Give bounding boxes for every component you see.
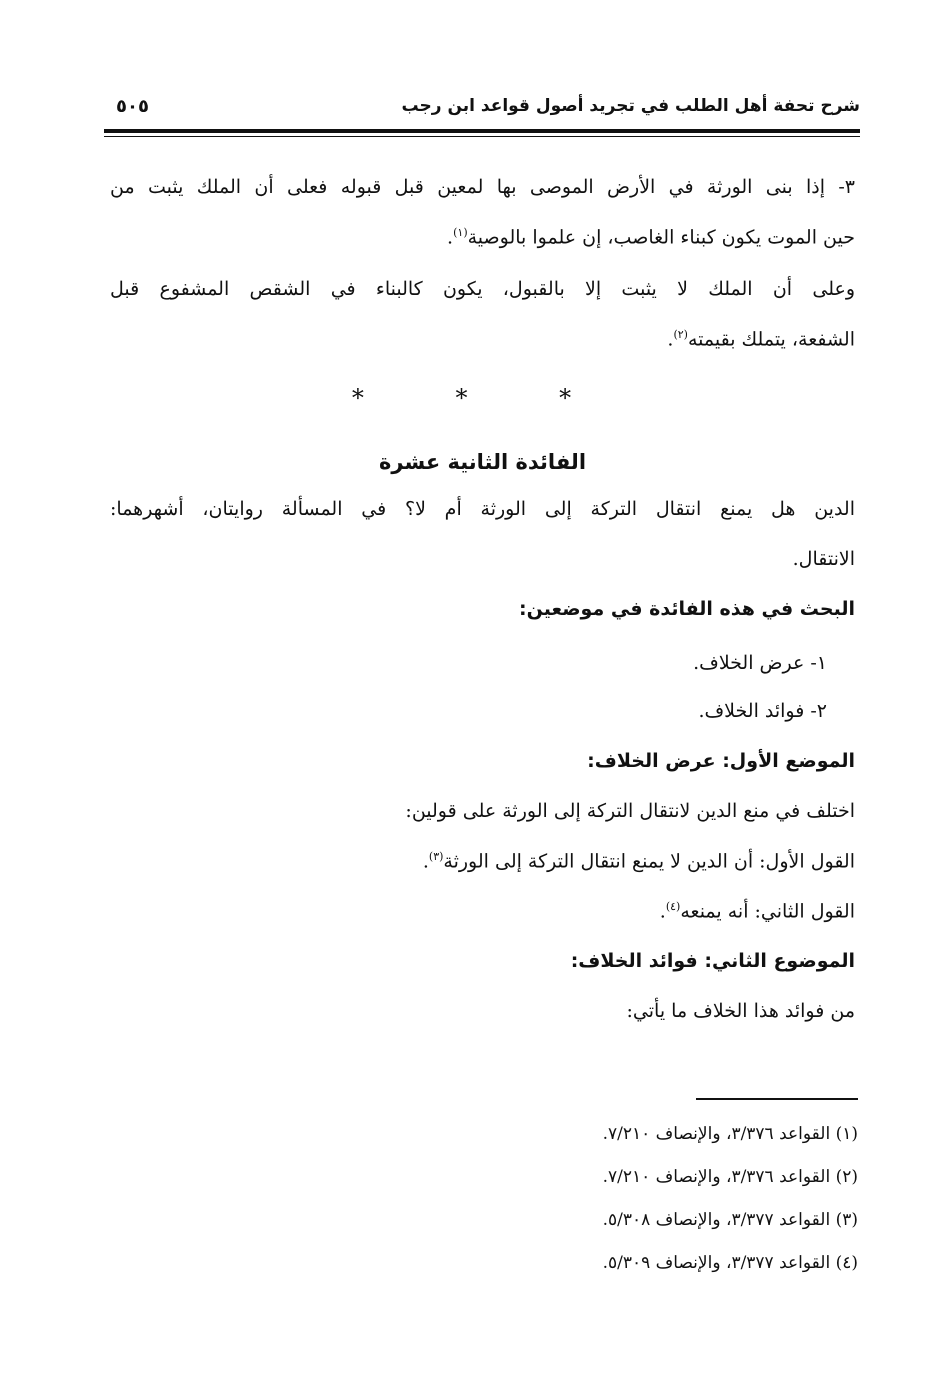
list-item: ٢- فوائد الخلاف. (698, 700, 827, 722)
paragraph-line: اختلف في منع الدين لانتقال التركة إلى الورثة على قولين: (405, 800, 855, 822)
section-separator: * * * (351, 384, 614, 412)
footnote: (١) القواعد ٣/٣٧٦، والإنصاف ٧/٢١٠. (602, 1124, 858, 1144)
footnote-ref: (٤) (665, 900, 681, 913)
header-rule-thick (104, 129, 860, 133)
footnote-ref: (٢) (673, 328, 688, 341)
footnote: (٣) القواعد ٣/٣٧٧، والإنصاف ٥/٣٠٨. (602, 1210, 858, 1230)
paragraph-line: الانتقال. (792, 548, 855, 570)
paragraph-line: القول الثاني: أنه يمنعه$^{(٤)}$. (659, 900, 855, 923)
running-header (104, 92, 860, 128)
paragraph-line: الدين هل يمنع انتقال التركة إلى الورثة أم لا؟ في المسألة روايتان، أشهرهما: (110, 498, 855, 520)
book-title: شرح تحفة أهل الطلب في تجريد أصول قواعد ابن رجب (401, 96, 860, 116)
paragraph-line: القول الأول: أن الدين لا يمنع انتقال التركة إلى الورثة$^{(٣)}$. (422, 850, 855, 873)
subsection-heading: الموضوع الثاني: فوائد الخلاف: (570, 950, 855, 972)
page-number: ٥٠٥ (116, 96, 149, 117)
paragraph-line: وعلى أن الملك لا يثبت إلا بالقبول، يكون كالبناء في الشقص المشفوع قبل (110, 278, 855, 300)
list-item: ١- عرض الخلاف. (693, 652, 827, 674)
paragraph-line: حين الموت يكون كبناء الغاصب، إن علموا بالوصية$^{(١)}$. (447, 226, 855, 249)
research-heading: البحث في هذه الفائدة في موضعين: (519, 598, 855, 620)
footnote-ref: (٣) (428, 850, 444, 863)
header-rule-thin (104, 136, 860, 137)
section-title: الفائدة الثانية عشرة (378, 450, 587, 474)
footnote: (٤) القواعد ٣/٣٧٧، والإنصاف ٥/٣٠٩. (602, 1253, 858, 1273)
paragraph-line: ٣- إذا بنى الورثة في الأرض الموصى بها لمعين قبل قبوله فعلى أن الملك يثبت من (110, 176, 855, 198)
paragraph-line: من فوائد هذا الخلاف ما يأتي: (626, 1000, 855, 1022)
footnote-divider (696, 1098, 858, 1100)
footnote: (٢) القواعد ٣/٣٧٦، والإنصاف ٧/٢١٠. (602, 1167, 858, 1187)
subsection-heading: الموضع الأول: عرض الخلاف: (587, 750, 855, 772)
paragraph-line: الشفعة، يتملك بقيمته$^{(٢)}$. (667, 328, 855, 351)
footnote-ref: (١) (453, 226, 468, 239)
